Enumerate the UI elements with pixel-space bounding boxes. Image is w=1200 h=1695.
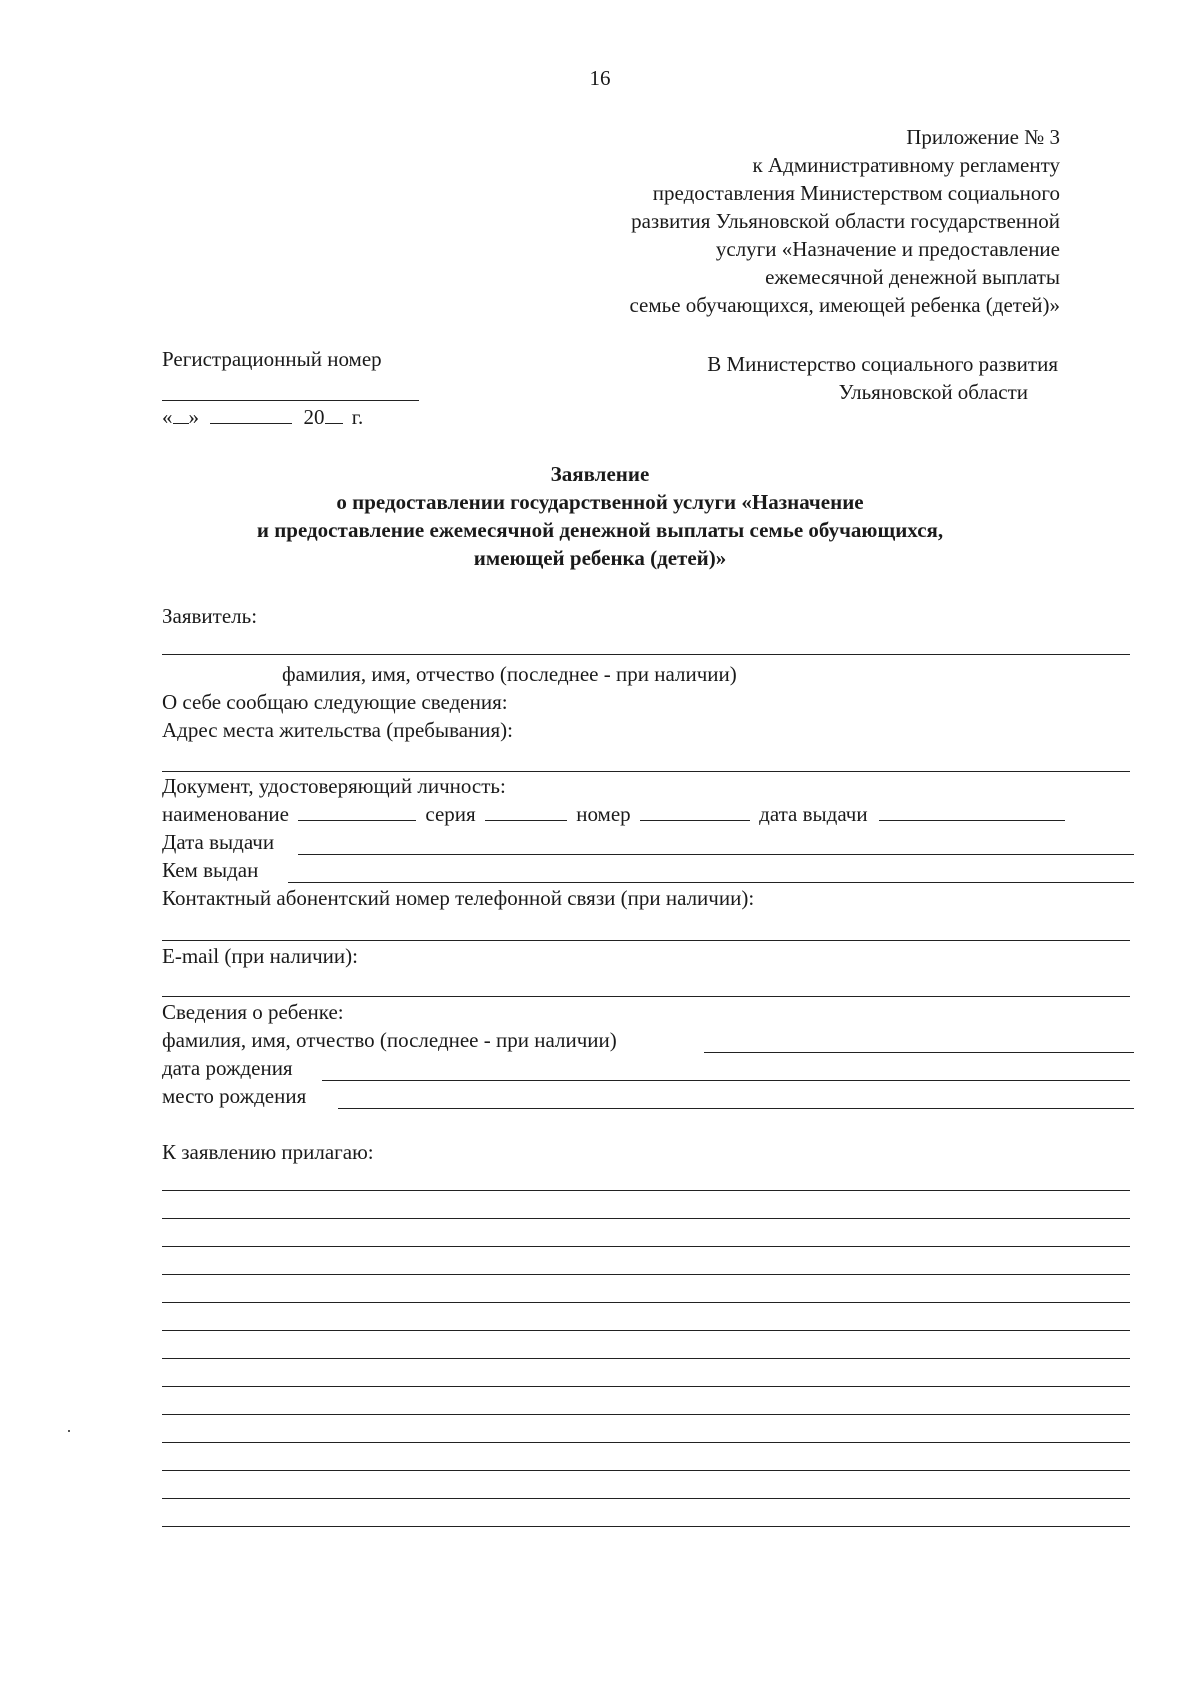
issue-date-field[interactable] (298, 854, 1134, 855)
attachment-line[interactable] (162, 1526, 1130, 1527)
child-birth-date-field[interactable] (322, 1080, 1130, 1081)
document-row (162, 802, 1065, 827)
email-field[interactable] (162, 996, 1130, 997)
child-birth-place-label: место рождения (162, 1084, 307, 1108)
appendix-line: развития Ульяновской области государственной (631, 209, 1060, 233)
year-suffix: г. (351, 405, 364, 429)
child-label: Сведения о ребенке: (162, 1000, 344, 1024)
date-open-quote: « (162, 405, 173, 429)
phone-field[interactable] (162, 940, 1130, 941)
title-line: и предоставление ежемесячной денежной выплаты семье обучающихся, (256, 518, 944, 542)
attachment-line[interactable] (162, 1190, 1130, 1191)
doc-issue-date-field[interactable] (879, 802, 1065, 821)
attachment-line[interactable] (162, 1414, 1130, 1415)
attachment-line[interactable] (162, 1358, 1130, 1359)
appendix-header (629, 123, 1060, 319)
appendix-line: предоставления Министерством социального (652, 181, 1060, 205)
page-number: 16 (589, 66, 611, 90)
doc-name-field[interactable] (298, 802, 416, 821)
applicant-fio-field[interactable] (162, 654, 1130, 655)
doc-series-label: серия (425, 802, 476, 826)
child-birth-date-label: дата рождения (162, 1056, 293, 1080)
issue-date-label: Дата выдачи (162, 830, 275, 854)
title-line: Заявление (550, 462, 650, 486)
child-fio-label: фамилия, имя, отчество (последнее - при наличии) (162, 1028, 617, 1052)
doc-number-label: номер (576, 802, 631, 826)
child-birth-place-field[interactable] (338, 1108, 1134, 1109)
attachment-line[interactable] (162, 1330, 1130, 1331)
appendix-line: ежемесячной денежной выплаты (765, 265, 1060, 289)
registration-label: Регистрационный номер (162, 347, 382, 371)
doc-name-label: наименование (162, 802, 289, 826)
attachment-line[interactable] (162, 1470, 1130, 1471)
title-line: имеющей ребенка (детей)» (473, 546, 727, 570)
addressee-line: Ульяновской области (838, 380, 1028, 404)
address-field[interactable] (162, 771, 1130, 772)
doc-number-field[interactable] (640, 802, 750, 821)
child-fio-field[interactable] (704, 1052, 1134, 1053)
attachment-line[interactable] (162, 1498, 1130, 1499)
day-blank[interactable] (173, 405, 189, 424)
phone-label: Контактный абонентский номер телефонной связи (при наличии): (162, 886, 755, 910)
doc-series-field[interactable] (485, 802, 567, 821)
year-prefix: 20 (303, 405, 325, 429)
month-blank[interactable] (210, 405, 292, 424)
attachment-line[interactable] (162, 1302, 1130, 1303)
attachment-line[interactable] (162, 1218, 1130, 1219)
about-label: О себе сообщаю следующие сведения: (162, 690, 508, 714)
year-blank[interactable] (325, 405, 343, 424)
addressee-block (707, 350, 1058, 406)
appendix-line: семье обучающихся, имеющей ребенка (детей)» (629, 293, 1060, 317)
email-label: E-mail (при наличии): (162, 944, 358, 968)
registration-date-field (162, 405, 363, 430)
attachment-line[interactable] (162, 1274, 1130, 1275)
appendix-line: услуги «Назначение и предоставление (715, 237, 1060, 261)
document-title (0, 460, 1200, 572)
scan-speck (68, 1430, 70, 1432)
date-close-quote: » (188, 405, 199, 429)
fio-caption: фамилия, имя, отчество (последнее - при наличии) (282, 662, 737, 686)
attachments-label: К заявлению прилагаю: (162, 1140, 374, 1164)
document-label: Документ, удостоверяющий личность: (162, 774, 506, 798)
doc-issue-date-label: дата выдачи (759, 802, 868, 826)
appendix-line: к Административному регламенту (752, 153, 1060, 177)
title-line: о предоставлении государственной услуги «Назначение (336, 490, 864, 514)
address-label: Адрес места жительства (пребывания): (162, 718, 514, 742)
attachment-line[interactable] (162, 1386, 1130, 1387)
applicant-label: Заявитель: (162, 604, 258, 628)
appendix-line: Приложение № 3 (906, 125, 1060, 149)
attachment-line[interactable] (162, 1442, 1130, 1443)
issued-by-field[interactable] (288, 882, 1134, 883)
attachment-line[interactable] (162, 1246, 1130, 1247)
addressee-line: В Министерство социального развития (707, 352, 1058, 376)
issued-by-label: Кем выдан (162, 858, 259, 882)
registration-number-field[interactable] (162, 400, 419, 401)
